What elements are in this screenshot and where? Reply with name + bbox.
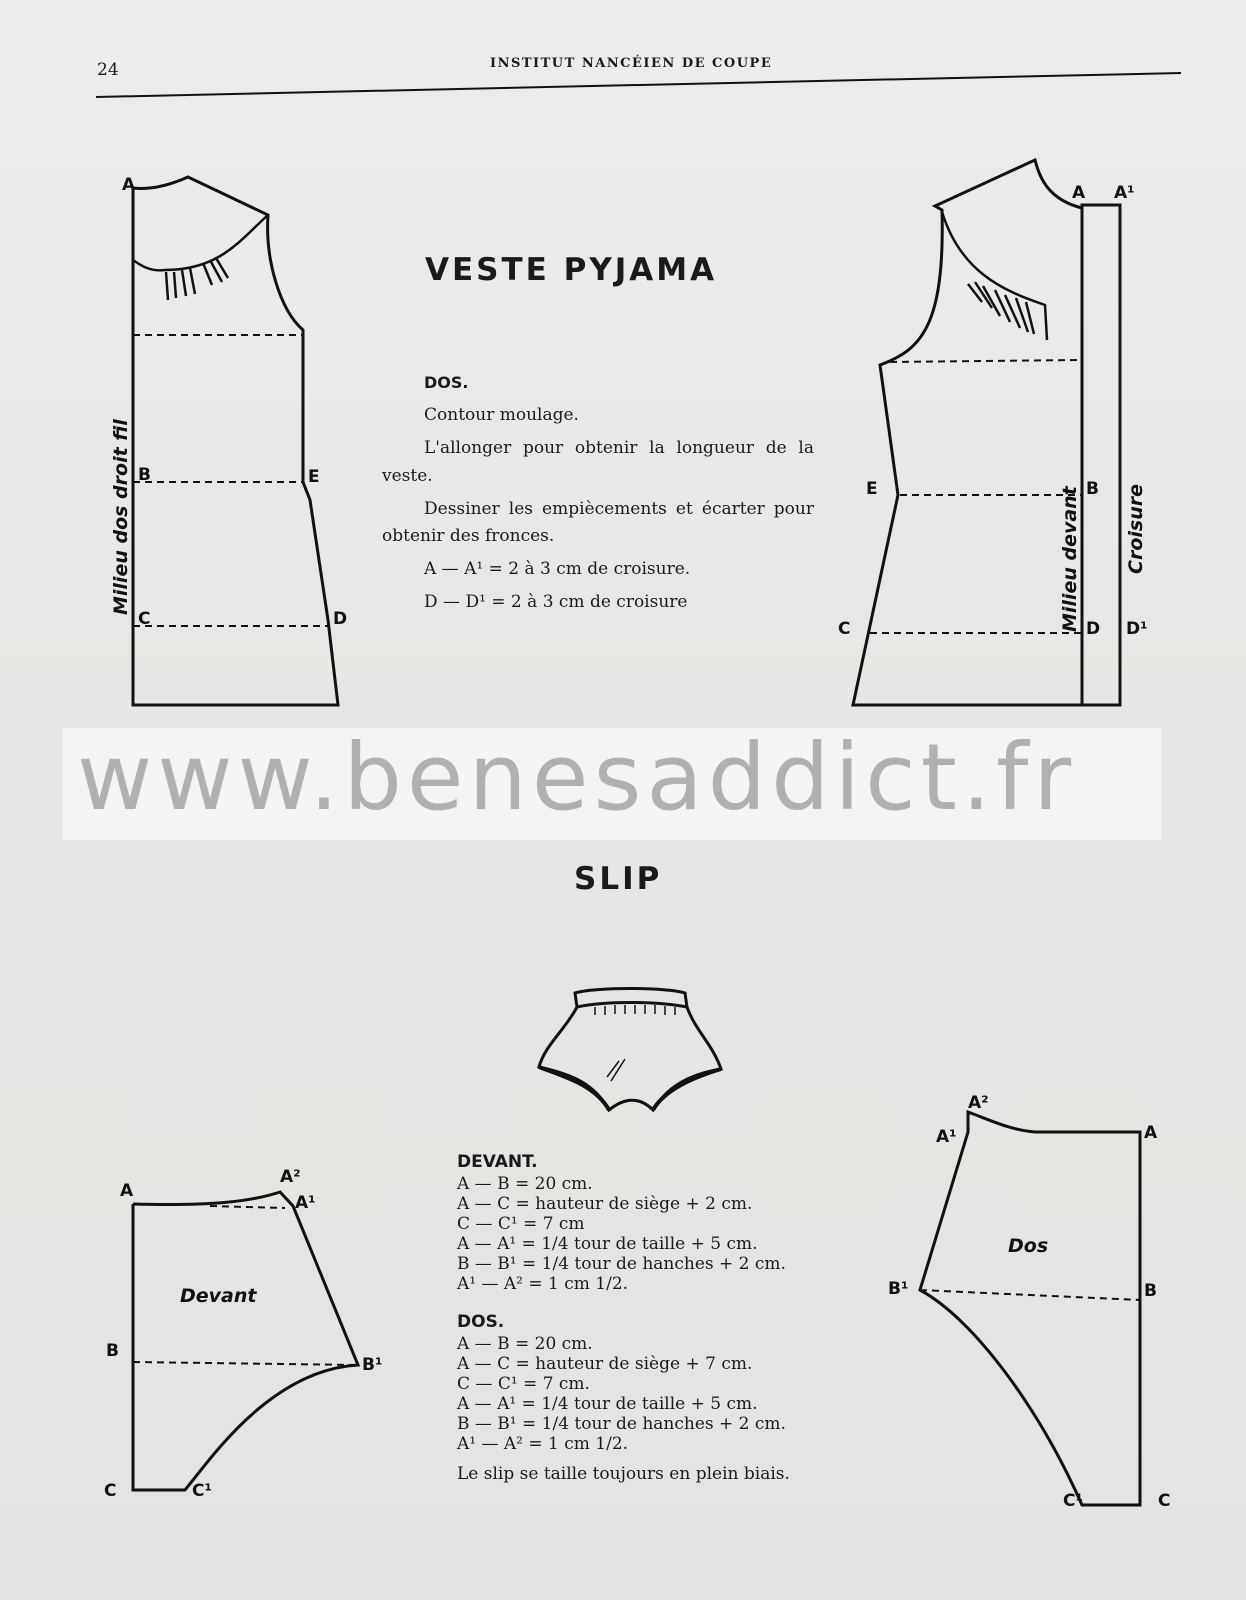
slip-dos-pattern (880, 1093, 1180, 1520)
slip-dos-piece-label: Dos (1008, 1235, 1049, 1257)
veste-devant-vertical-label-2: Croisure (1125, 484, 1147, 574)
veste-pyjama-title: VESTE PYJAMA (425, 252, 718, 288)
slip-devant-label-c: C (104, 1481, 117, 1501)
veste-dos-heading: DOS. (424, 373, 469, 392)
veste-devant-label-d1: D¹ (1126, 619, 1148, 639)
veste-dos-pattern (100, 160, 370, 730)
slip-devant-label-a: A (120, 1181, 134, 1201)
slip-devant-line: C — C¹ = 7 cm (457, 1214, 585, 1234)
slip-devant-pattern (100, 1160, 390, 1505)
slip-devant-line: A — C = hauteur de siège + 2 cm. (457, 1194, 753, 1214)
slip-dos-heading: DOS. (457, 1312, 505, 1332)
veste-measure-2: D — D¹ = 2 à 3 cm de croisure (424, 592, 688, 613)
page-number: 24 (97, 60, 119, 80)
veste-paragraph-1: Contour moulage. (424, 405, 579, 426)
slip-devant-line: A¹ — A² = 1 cm 1/2. (457, 1274, 629, 1294)
veste-devant-vertical-label-1: Milieu devant (1059, 486, 1081, 632)
veste-dos-yoke-curve (165, 215, 268, 270)
slip-devant-label-b: B (106, 1341, 119, 1361)
slip-waist-elastic (595, 1005, 675, 1081)
slip-dos-label-b1: B¹ (888, 1279, 909, 1299)
slip-note: Le slip se taille toujours en plein biais. (457, 1464, 790, 1484)
veste-devant-label-a1: A¹ (1114, 183, 1135, 203)
slip-instructions (457, 1152, 887, 1484)
slip-dos-line: A — C = hauteur de siège + 7 cm. (457, 1354, 753, 1374)
slip-devant-outline (133, 1192, 358, 1490)
veste-devant-pattern (838, 150, 1170, 730)
slip-dos-label-c: C (1158, 1491, 1171, 1511)
veste-devant-label-d: D (1086, 619, 1101, 639)
veste-paragraph-3: Dessiner les empiècements et écarter pour obtenir des fronces. (382, 498, 814, 546)
slip-dos-label-a1: A¹ (936, 1127, 957, 1147)
header-rule (96, 72, 1181, 100)
veste-devant-label-a: A (1072, 183, 1086, 203)
veste-dos-label-e: E (308, 467, 320, 487)
slip-devant-label-c1: C¹ (192, 1481, 212, 1501)
running-header-title: INSTITUT NANCÉIEN DE COUPE (490, 56, 773, 71)
slip-illustration (535, 985, 730, 1140)
slip-dos-line: A¹ — A² = 1 cm 1/2. (457, 1434, 629, 1454)
slip-devant-heading: DEVANT. (457, 1152, 538, 1172)
veste-devant-label-b: B (1086, 479, 1099, 499)
slip-devant-line: A — B = 20 cm. (457, 1174, 593, 1194)
veste-dos-label-c: C (138, 609, 151, 629)
slip-dos-outline (920, 1112, 1140, 1505)
veste-dos-label-d: D (333, 609, 348, 629)
watermark-band (63, 724, 1161, 840)
slip-dos-line: A — A¹ = 1/4 tour de taille + 5 cm. (457, 1394, 758, 1414)
slip-dos-line: C — C¹ = 7 cm. (457, 1374, 590, 1394)
slip-dos-label-a2: A² (968, 1093, 989, 1113)
veste-dos-vertical-label: Milieu dos droit fil (110, 419, 132, 615)
veste-dos-label-b: B (138, 465, 151, 485)
veste-devant-label-c: C (838, 619, 851, 639)
veste-instructions (382, 373, 814, 623)
slip-devant-label-a1: A¹ (295, 1193, 316, 1213)
slip-dos-label-a: A (1144, 1123, 1158, 1143)
slip-title: SLIP (574, 861, 663, 897)
slip-devant-line: B — B¹ = 1/4 tour de hanches + 2 cm. (457, 1254, 786, 1274)
slip-dos-line: B — B¹ = 1/4 tour de hanches + 2 cm. (457, 1414, 786, 1434)
slip-dos-line: A — B = 20 cm. (457, 1334, 593, 1354)
watermark-text: www.benesaddict.fr (77, 724, 1077, 831)
slip-dos-label-c1: C¹ (1063, 1491, 1083, 1511)
veste-measure-1: A — A¹ = 2 à 3 cm de croisure. (424, 559, 691, 580)
veste-dos-gathers (166, 258, 228, 300)
veste-paragraph-2: L'allonger pour obtenir la longueur de la veste. (382, 438, 814, 486)
slip-devant-label-a2: A² (280, 1167, 301, 1187)
veste-devant-label-e: E (866, 479, 878, 499)
slip-devant-line: A — A¹ = 1/4 tour de taille + 5 cm. (457, 1234, 758, 1254)
veste-devant-gathers (968, 282, 1034, 334)
slip-dos-label-b: B (1144, 1281, 1157, 1301)
slip-devant-label-b1: B¹ (362, 1355, 383, 1375)
veste-dos-label-a: A (122, 175, 136, 195)
slip-devant-piece-label: Devant (180, 1285, 257, 1307)
